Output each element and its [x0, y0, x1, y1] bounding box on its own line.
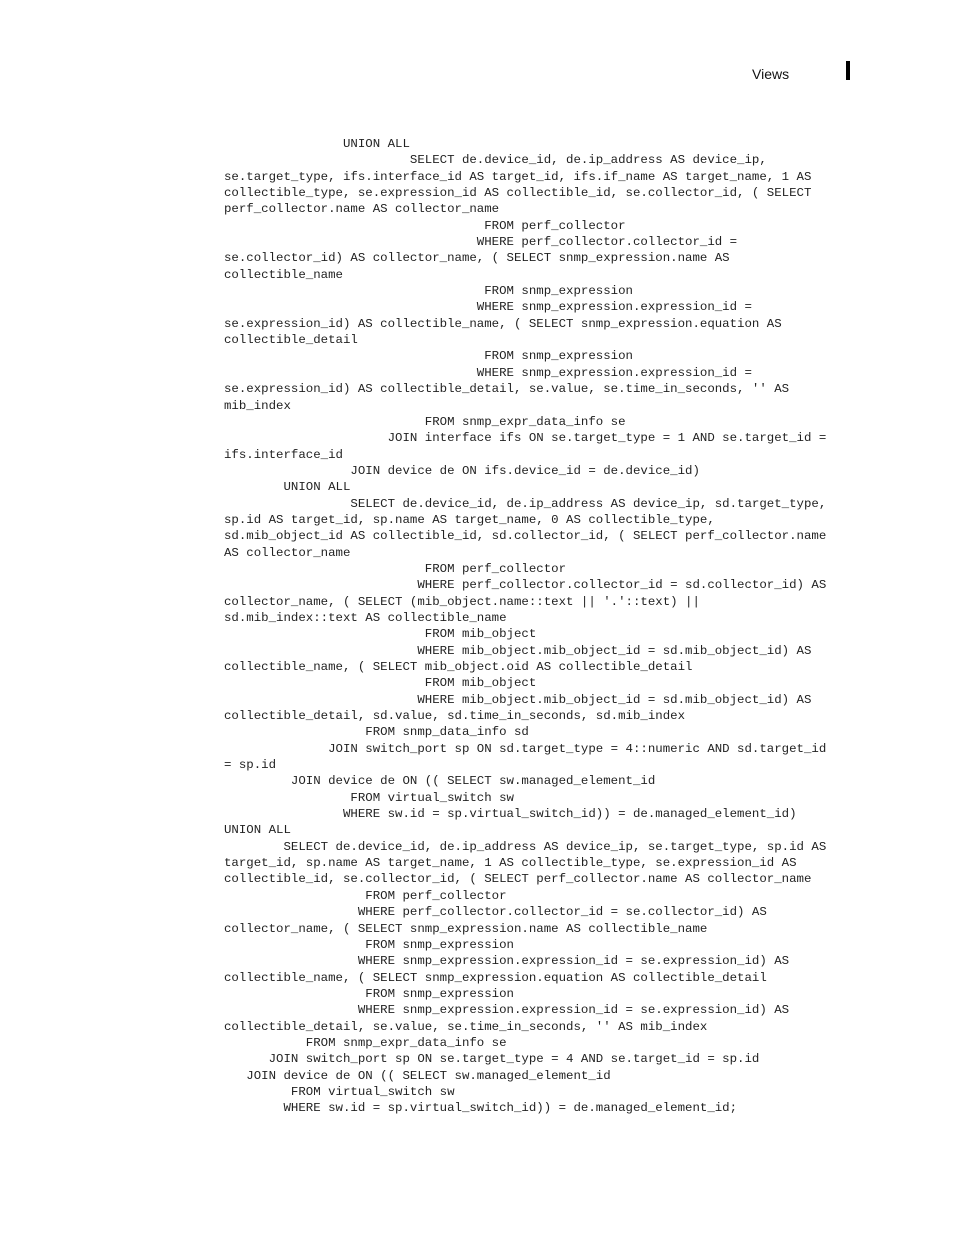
code-line: FROM perf_collector	[224, 218, 626, 233]
code-line: collectible_type, se.expression_id AS collectible_id, se.collector_id, ( SELECT	[224, 186, 812, 201]
code-line: SELECT de.device_id, de.ip_address AS device_ip,	[224, 153, 767, 168]
code-line: AS collector_name	[224, 545, 351, 560]
code-line: JOIN device de ON ifs.device_id = de.device_id)	[224, 463, 700, 478]
code-line: WHERE snmp_expression.expression_id =	[224, 365, 752, 380]
code-line: WHERE mib_object.mib_object_id = sd.mib_object_id) AS	[224, 692, 812, 707]
code-line: sd.mib_index::text AS collectible_name	[224, 610, 507, 625]
code-line: JOIN switch_port sp ON sd.target_type = 4::numeric AND sd.target_id	[224, 741, 827, 756]
code-line: FROM virtual_switch sw	[224, 1084, 455, 1099]
code-line: collectible_name, ( SELECT snmp_expression.equation AS collectible_detail	[224, 970, 767, 985]
code-line: collector_name, ( SELECT snmp_expression.name AS collectible_name	[224, 921, 708, 936]
code-line: FROM perf_collector	[224, 561, 567, 576]
code-line: WHERE perf_collector.collector_id = se.collector_id) AS	[224, 905, 767, 920]
code-line: WHERE snmp_expression.expression_id = se.expression_id) AS	[224, 1003, 790, 1018]
code-line: FROM snmp_expression	[224, 284, 633, 299]
code-line: FROM snmp_expr_data_info se	[224, 1035, 507, 1050]
code-line: FROM snmp_expression	[224, 937, 514, 952]
code-line: FROM perf_collector	[224, 888, 507, 903]
code-line: UNION ALL	[224, 823, 291, 838]
code-line: WHERE perf_collector.collector_id =	[224, 235, 738, 250]
code-line: WHERE sw.id = sp.virtual_switch_id)) = de.managed_element_id)	[224, 807, 797, 822]
code-line: JOIN device de ON (( SELECT sw.managed_element_id	[224, 774, 656, 789]
code-line: se.target_type, ifs.interface_id AS target_id, ifs.if_name AS target_name, 1 AS	[224, 169, 812, 184]
code-line: collectible_detail, sd.value, sd.time_in_seconds, sd.mib_index	[224, 709, 686, 724]
code-line: UNION ALL	[224, 137, 410, 151]
code-line: JOIN switch_port sp ON se.target_type = 4 AND se.target_id = sp.id	[224, 1052, 760, 1067]
code-line: FROM mib_object	[224, 627, 537, 642]
code-line: FROM virtual_switch sw	[224, 790, 514, 805]
code-line: SELECT de.device_id, de.ip_address AS device_ip, se.target_type, sp.id AS	[224, 839, 827, 854]
code-line: FROM snmp_expression	[224, 986, 514, 1001]
code-line: WHERE snmp_expression.expression_id =	[224, 300, 752, 315]
code-line: WHERE snmp_expression.expression_id = se.expression_id) AS	[224, 954, 790, 969]
code-line: collectible_id, se.collector_id, ( SELECT perf_collector.name AS collector_name	[224, 872, 812, 887]
code-line: perf_collector.name AS collector_name	[224, 202, 500, 217]
code-line: = sp.id	[224, 758, 277, 773]
code-line: se.collector_id) AS collector_name, ( SELECT snmp_expression.name AS	[224, 251, 730, 266]
code-line: sp.id AS target_id, sp.name AS target_name, 0 AS collectible_type,	[224, 512, 715, 527]
code-line: se.expression_id) AS collectible_detail, se.value, se.time_in_seconds, '' AS	[224, 382, 790, 397]
code-line: mib_index	[224, 398, 291, 413]
code-line: SELECT de.device_id, de.ip_address AS device_ip, sd.target_type,	[224, 496, 827, 511]
code-line: WHERE sw.id = sp.virtual_switch_id)) = de.managed_element_id;	[224, 1101, 738, 1116]
code-line: JOIN interface ifs ON se.target_type = 1 AND se.target_id =	[224, 431, 827, 446]
code-line: WHERE mib_object.mib_object_id = sd.mib_object_id) AS	[224, 643, 812, 658]
code-line: target_id, sp.name AS target_name, 1 AS collectible_type, se.expression_id AS	[224, 856, 797, 871]
code-line: collectible_detail	[224, 333, 358, 348]
code-line: UNION ALL	[224, 480, 351, 495]
code-line: JOIN device de ON (( SELECT sw.managed_element_id	[224, 1068, 611, 1083]
code-line: WHERE perf_collector.collector_id = sd.collector_id) AS	[224, 578, 827, 593]
code-line: FROM snmp_data_info sd	[224, 725, 529, 740]
code-line: FROM mib_object	[224, 676, 537, 691]
sql-code-block	[224, 136, 884, 1117]
header-marker-bar	[846, 61, 850, 80]
code-line: FROM snmp_expression	[224, 349, 633, 364]
code-line: FROM snmp_expr_data_info se	[224, 414, 626, 429]
code-line: collectible_detail, se.value, se.time_in_seconds, '' AS mib_index	[224, 1019, 708, 1034]
code-line: collectible_name, ( SELECT mib_object.oid AS collectible_detail	[224, 660, 693, 674]
code-line: collector_name, ( SELECT (mib_object.name::text || '.'::text) ||	[224, 594, 700, 609]
code-line: ifs.interface_id	[224, 447, 343, 462]
code-line: se.expression_id) AS collectible_name, ( SELECT snmp_expression.equation AS	[224, 316, 782, 331]
code-line: collectible_name	[224, 267, 343, 282]
section-title: Views	[752, 66, 790, 82]
code-line: sd.mib_object_id AS collectible_id, sd.collector_id, ( SELECT perf_collector.name	[224, 529, 827, 544]
